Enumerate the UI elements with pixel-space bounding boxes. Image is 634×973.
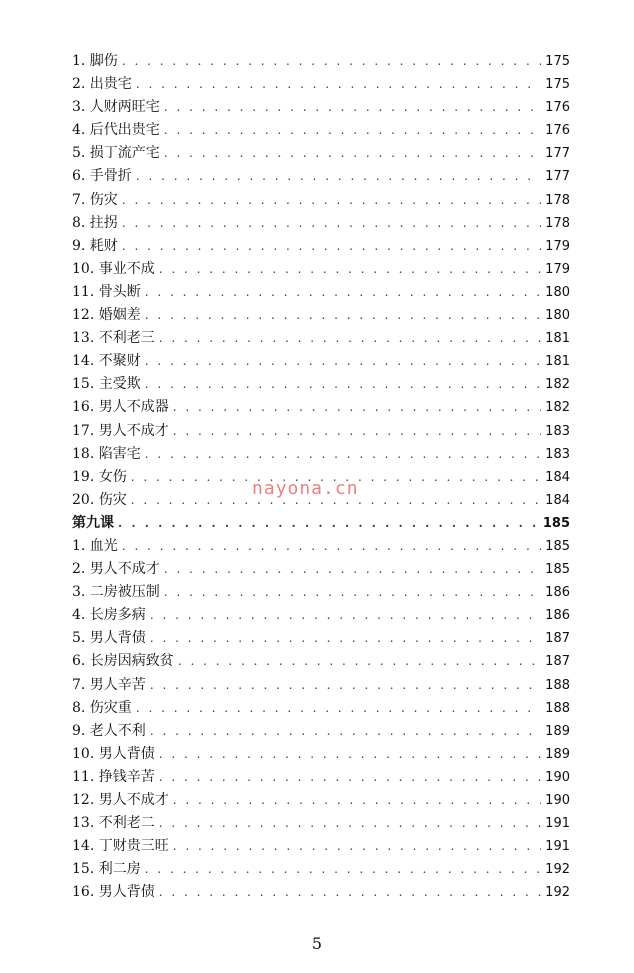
toc-entry-page: 181: [545, 354, 570, 370]
toc-entry[interactable]: [72, 119, 570, 142]
toc-entry[interactable]: [72, 327, 570, 350]
toc-entry-title: 5. 损丁流产宅: [72, 145, 160, 162]
toc-entry-page: 183: [545, 446, 570, 462]
toc-entry[interactable]: [72, 165, 570, 188]
toc-entry[interactable]: [72, 650, 570, 673]
dot-leader: [159, 258, 541, 281]
dot-leader: [159, 766, 541, 789]
toc-entry-title: 19. 女伤: [72, 468, 127, 485]
toc-entry-page: 188: [545, 677, 570, 693]
dot-leader: [164, 558, 541, 581]
toc-entry-title: 15. 利二房: [72, 861, 141, 878]
toc-entry-page: 176: [545, 100, 570, 116]
toc-entry-title: 13. 不利老三: [72, 330, 155, 347]
dot-leader: [145, 350, 541, 373]
toc-entry-page: 177: [545, 169, 570, 185]
dot-leader: [159, 881, 541, 904]
dot-leader: [145, 304, 541, 327]
dot-leader: [145, 373, 541, 396]
toc-entry-page: 185: [545, 562, 570, 578]
toc-entry-page: 187: [545, 631, 570, 647]
toc-entry-title: 3. 二房被压制: [72, 584, 160, 601]
toc-entry-title: 6. 手骨折: [72, 168, 132, 185]
dot-leader: [122, 189, 541, 212]
toc-entry-title: 4. 后代出贵宅: [72, 122, 160, 139]
toc-entry-page: 183: [545, 423, 570, 439]
toc-entry-title: 8. 拄拐: [72, 214, 118, 231]
dot-leader: [173, 835, 541, 858]
toc-entry[interactable]: [72, 73, 570, 96]
toc-entry-page: 186: [545, 608, 570, 624]
dot-leader: [122, 212, 541, 235]
toc-entry-page: 190: [545, 793, 570, 808]
toc-entry-page: 180: [545, 284, 570, 300]
toc-entry[interactable]: [72, 443, 570, 466]
dot-leader: [164, 142, 541, 165]
toc-entry-title: 10. 事业不成: [72, 260, 155, 277]
toc-entry-title: 6. 长房因病致贫: [72, 653, 174, 670]
toc-entry-page: 189: [545, 746, 570, 762]
toc-entry-title: 14. 丁财贵三旺: [72, 838, 169, 855]
toc-entry-title: 18. 陷害宅: [72, 445, 141, 462]
dot-leader: [122, 535, 541, 558]
toc-entry-page: 182: [545, 400, 570, 416]
toc-entry-page: 184: [545, 492, 570, 508]
dot-leader: [150, 604, 541, 627]
toc-entry-title: 2. 出贵宅: [72, 76, 132, 93]
toc-entry[interactable]: [72, 743, 570, 766]
toc-entry-title: 4. 长房多病: [72, 607, 146, 624]
toc-entry-page: 192: [545, 885, 570, 901]
dot-leader: [173, 420, 541, 443]
toc-entry-title: 16. 男人背债: [72, 884, 155, 901]
page-number: 5: [311, 934, 323, 953]
dot-leader: [118, 512, 539, 535]
toc-entry[interactable]: [72, 789, 570, 812]
dot-leader: [136, 73, 541, 96]
dot-leader: [159, 743, 541, 766]
toc-entry-page: 191: [545, 816, 570, 832]
watermark-text: nayona.cn: [252, 478, 359, 499]
toc-entry-title: 5. 男人背债: [72, 630, 146, 647]
toc-entry-title: 1. 血光: [72, 537, 118, 554]
toc-entry-title: 15. 主受欺: [72, 376, 141, 393]
dot-leader: [122, 235, 541, 258]
toc-entry-page: 179: [545, 261, 570, 277]
toc-entry[interactable]: [72, 766, 570, 789]
toc-entry[interactable]: [72, 858, 570, 881]
toc-entry[interactable]: [72, 835, 570, 858]
toc-entry-page: 188: [545, 700, 570, 716]
toc-entry[interactable]: [72, 881, 570, 904]
toc-entry-title: 10. 男人背债: [72, 745, 155, 762]
toc-entry-title: 3. 人财两旺宅: [72, 99, 160, 116]
dot-leader: [136, 165, 541, 188]
toc-entry-page: 190: [545, 769, 570, 785]
toc-entry[interactable]: [72, 304, 570, 327]
toc-entry-title: 12. 男人不成才: [72, 792, 169, 808]
dot-leader: [145, 858, 541, 881]
toc-entry-title: 7. 伤灾: [72, 191, 118, 208]
toc-entry-page: 180: [545, 308, 570, 324]
toc-entry-page: 187: [545, 654, 570, 670]
toc-entry[interactable]: [72, 420, 570, 443]
toc-entry-title: 16. 男人不成器: [72, 399, 169, 416]
toc-entry-page: 185: [545, 538, 570, 554]
dot-leader: [159, 327, 541, 350]
toc-entry[interactable]: [72, 627, 570, 650]
toc-entry[interactable]: [72, 604, 570, 627]
toc-entry-title: 9. 老人不利: [72, 722, 146, 739]
toc-entry-page: 178: [545, 192, 570, 208]
toc-entry-page: 175: [545, 54, 570, 69]
dot-leader: [178, 650, 541, 673]
toc-entry-title: 14. 不聚财: [72, 353, 141, 370]
toc-entry[interactable]: [72, 581, 570, 604]
toc-entry-title: 17. 男人不成才: [72, 422, 169, 439]
toc-entry[interactable]: [72, 720, 570, 743]
toc-entry-page: 189: [545, 723, 570, 739]
dot-leader: [150, 720, 541, 743]
dot-leader: [164, 119, 541, 142]
toc-entry-title: 11. 挣钱辛苦: [72, 768, 155, 785]
toc-entry[interactable]: [72, 812, 570, 835]
toc-entry-page: 179: [545, 238, 570, 254]
toc-entry-page: 182: [545, 377, 570, 393]
toc-entry-title: 13. 不利老二: [72, 815, 155, 832]
toc-entry[interactable]: [72, 350, 570, 373]
toc-entry[interactable]: [72, 235, 570, 258]
dot-leader: [164, 581, 541, 604]
toc-entry[interactable]: [72, 535, 570, 558]
toc-entry[interactable]: [72, 189, 570, 212]
toc-entry-page: 181: [545, 331, 570, 347]
dot-leader: [150, 627, 541, 650]
toc-entry[interactable]: [72, 258, 570, 281]
dot-leader: [159, 812, 541, 835]
toc-entry-page: 185: [542, 515, 570, 531]
toc-entry-title: 2. 男人不成才: [72, 561, 160, 578]
toc-entry-title: 7. 男人辛苦: [72, 676, 146, 693]
toc-entry[interactable]: [72, 142, 570, 165]
toc-entry-title: 11. 骨头断: [72, 283, 141, 300]
dot-leader: [136, 697, 541, 720]
dot-leader: [173, 396, 541, 419]
toc-entry-page: 184: [545, 469, 570, 485]
toc-entry-page: 186: [545, 585, 570, 601]
toc-entry-title: 9. 耗财: [72, 237, 118, 254]
dot-leader: [145, 443, 541, 466]
toc-entry-page: 192: [545, 862, 570, 878]
toc-entry[interactable]: [72, 674, 570, 697]
toc-entry[interactable]: [72, 697, 570, 720]
toc-entry[interactable]: [72, 96, 570, 119]
toc-entry[interactable]: [72, 373, 570, 396]
toc-entry[interactable]: [72, 281, 570, 304]
toc-entry[interactable]: [72, 50, 570, 73]
toc-entry-title: 20. 伤灾: [72, 491, 127, 508]
dot-leader: [145, 281, 541, 304]
toc-entry[interactable]: [72, 558, 570, 581]
toc-entry-page: 175: [545, 77, 570, 93]
toc-entry[interactable]: [72, 212, 570, 235]
toc-entry[interactable]: [72, 396, 570, 419]
dot-leader: [164, 96, 541, 119]
toc-entry-title: 1. 脚伤: [72, 53, 118, 69]
toc-entry-page: 191: [545, 839, 570, 855]
toc-entry-title: 第九课: [72, 514, 114, 531]
toc-entry-title: 12. 婚姻差: [72, 307, 141, 324]
dot-leader: [173, 789, 541, 812]
toc-entry-page: 177: [545, 146, 570, 162]
dot-leader: [150, 674, 541, 697]
toc-section-heading[interactable]: [72, 512, 570, 535]
toc-entry-title: 8. 伤灾重: [72, 699, 132, 716]
toc-entry-page: 178: [545, 215, 570, 231]
toc-entry-page: 176: [545, 123, 570, 139]
dot-leader: [122, 50, 541, 73]
